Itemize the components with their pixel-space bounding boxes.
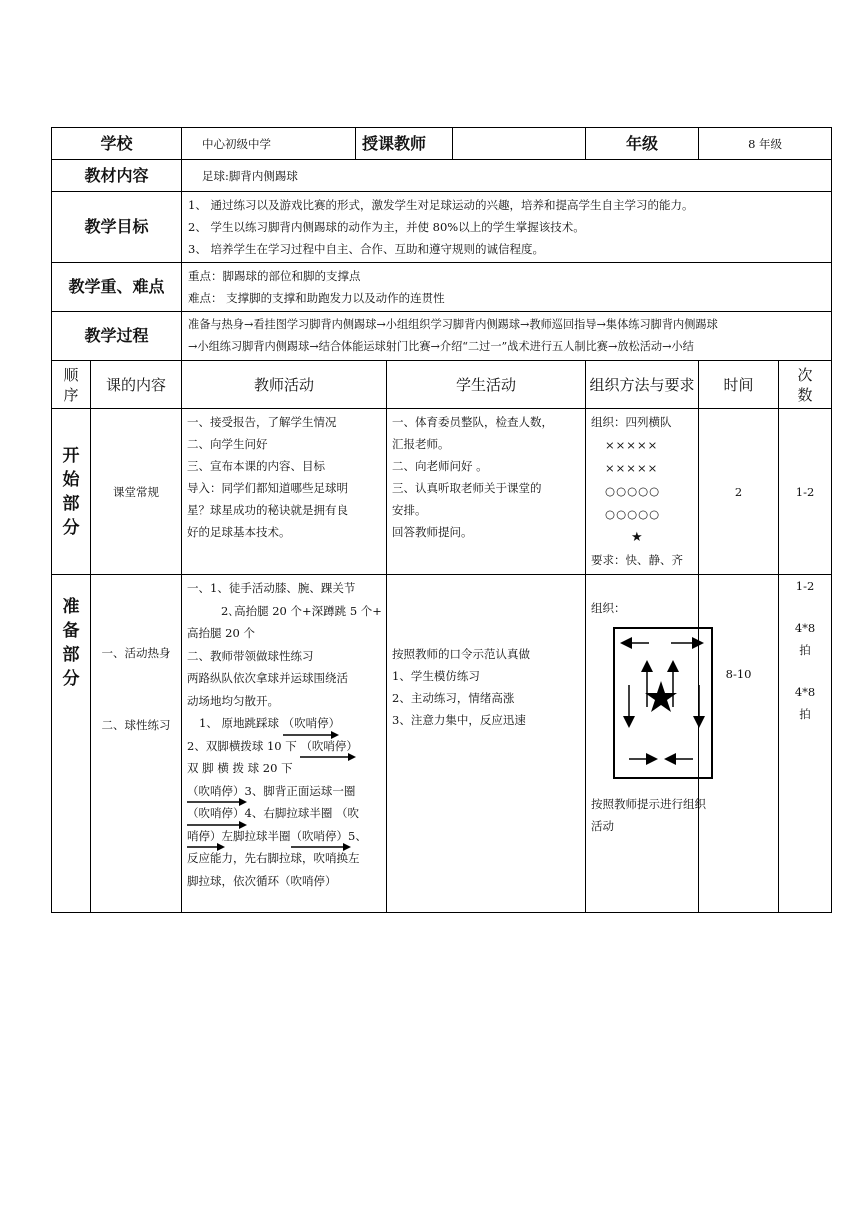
formation-row: ○○○○○ — [605, 507, 661, 521]
content-item: 一、活动热身 — [101, 646, 171, 660]
teacher-label: 授课教师 — [356, 128, 453, 160]
arrow-icon — [185, 843, 225, 851]
goal-item: 1、 通过练习以及游戏比赛的形式，激发学生对足球运动的兴趣，培养和提高学生自主学习的能力。 — [188, 198, 694, 212]
teacher-line: 一、1、徒手活动膝、腕、踝关节 — [187, 581, 356, 595]
teacher-line: 好的足球基本技术。 — [187, 525, 291, 539]
student-line: 按照教师的口令示范认真做 — [392, 647, 531, 661]
content-value: 足球:脚背内侧踢球 — [182, 160, 832, 192]
drill-text: 5、 — [348, 828, 367, 843]
grade-value: 8 年级 — [699, 128, 832, 160]
lesson-plan-table — [51, 127, 832, 913]
drill-text: 2、双脚横拨球 10 下 — [187, 738, 297, 753]
content-item: 二、球性练习 — [101, 718, 171, 732]
whistle-stop — [283, 712, 341, 735]
section-start-student — [387, 409, 586, 575]
formation-row: ○○○○○ — [605, 484, 661, 498]
section-prep-teacher — [182, 575, 387, 913]
process-row — [52, 312, 832, 361]
org-title: 组织：四列横队 — [591, 415, 672, 429]
col-count — [779, 361, 832, 409]
drill-text: 3、脚背正面运球一圈 — [244, 783, 356, 798]
col-teacher: 教师活动 — [182, 361, 387, 409]
school-value: 中心初级中学 — [182, 128, 356, 160]
org-note: 活动 — [591, 819, 615, 833]
key-points — [182, 263, 832, 312]
formation-row: ××××× — [605, 461, 659, 475]
goal-item: 3、 培养学生在学习过程中自主、合作、互助和遵守规则的诚信程度。 — [188, 242, 544, 256]
teacher-line: 高抬腿 20 个 — [187, 626, 255, 640]
teacher-line: 二、向学生问好 — [187, 437, 268, 451]
teacher-line: 三、宣布本课的内容、目标 — [187, 459, 326, 473]
school-label: 学校 — [52, 128, 182, 160]
goals-list — [182, 192, 832, 263]
student-line: 汇报老师。 — [392, 437, 450, 451]
process-line: →小组练习脚背内侧踢球→结合体能运球射门比赛→介绍“二过一”战术进行五人制比赛→放松活动→小结 — [188, 340, 694, 353]
lesson-plan — [51, 127, 831, 913]
section-start-count: 1-2 — [779, 409, 832, 575]
whistle-stop-text: （吹哨停） — [300, 738, 358, 753]
section-start-time: 2 — [699, 409, 779, 575]
teacher-line: 星？球星成功的秘诀就是拥有良 — [187, 503, 349, 517]
org-requirement: 要求：快、静、齐 — [591, 553, 684, 567]
drill-text: 1、 原地跳踩球 — [199, 716, 279, 730]
section-start-teacher — [182, 409, 387, 575]
process-line: 准备与热身→看挂图学习脚背内侧踢球→小组组织学习脚背内侧踢球→教师巡回指导→集体练习脚背内侧踢球 — [188, 318, 718, 331]
teacher-line: 导入：同学们都知道哪些足球明 — [187, 481, 349, 495]
section-prep-time: 8-10 — [699, 575, 779, 913]
section-start-label: 开始部分 — [62, 445, 80, 538]
section-prep-org — [586, 575, 707, 913]
key-points-row — [52, 263, 832, 312]
count-line: 拍 — [799, 643, 811, 657]
student-line: 三、认真听取老师关于课堂的 — [392, 481, 542, 495]
section-start-content: 课堂常规 — [91, 409, 182, 575]
col-student: 学生活动 — [387, 361, 586, 409]
section-start-name — [52, 409, 91, 575]
column-header-row — [52, 361, 832, 409]
count-line: 拍 — [799, 707, 811, 721]
count-line: 4*8 — [794, 621, 816, 635]
grade-label: 年级 — [586, 128, 699, 160]
whistle-stop — [300, 735, 358, 758]
teacher-line: 脚拉球，依次循环（吹哨停） — [187, 873, 337, 888]
section-prep-content — [91, 575, 182, 913]
org-note: 按照教师提示进行组织 — [591, 797, 707, 811]
col-org: 组织方法与要求 — [586, 361, 699, 409]
student-line: 2、主动练习，情绪高涨 — [392, 691, 515, 705]
drill-text: 4、右脚拉球半圈 （吹 — [244, 806, 359, 820]
teacher-line: 一、接受报告，了解学生情况 — [187, 415, 337, 429]
section-start-row — [52, 409, 832, 575]
goals-label: 教学目标 — [52, 192, 182, 263]
section-prep-row — [52, 575, 832, 913]
student-line: 1、学生模仿练习 — [392, 669, 480, 683]
count-line: 4*8 — [794, 685, 816, 699]
process-label: 教学过程 — [52, 312, 182, 361]
teacher-star-icon: ★ — [631, 530, 643, 545]
col-time: 时间 — [699, 361, 779, 409]
key-point: 重点：脚踢球的部位和脚的支撑点 — [188, 269, 361, 283]
whistle-stop-text: （吹哨停） — [290, 828, 349, 843]
teacher-line: 双 脚 横 拨 球 20 下 — [187, 761, 293, 775]
formation-row: ××××× — [605, 438, 659, 452]
arrow-icon — [289, 843, 351, 851]
teacher-line: 2､高抬腿 20 个+深蹲跳 5 个+ — [221, 603, 382, 618]
teacher-value — [453, 128, 586, 160]
teacher-line: 动场地均匀散开。 — [187, 693, 280, 708]
col-order — [52, 361, 91, 409]
teacher-star-icon — [645, 681, 677, 712]
whistle-stop-text: 哨停） — [187, 828, 222, 843]
teacher-line — [187, 780, 381, 803]
section-start-org — [586, 409, 699, 575]
teacher-line: 反应能力，先右脚拉球，吹哨换左 — [187, 851, 360, 865]
info-row — [52, 128, 832, 160]
section-prep-name — [52, 575, 91, 913]
section-prep-label: 准备部分 — [62, 597, 80, 689]
col-content: 课的内容 — [91, 361, 182, 409]
whistle-stop-text: （吹哨停） — [282, 716, 341, 730]
student-line: 一、体育委员整队，检查人数， — [392, 415, 554, 429]
whistle-stop — [187, 802, 245, 825]
content-row — [52, 160, 832, 192]
teacher-line — [187, 825, 381, 848]
section-prep-count — [779, 575, 832, 913]
whistle-stop — [187, 825, 222, 848]
count-line: 1-2 — [795, 579, 815, 593]
whistle-stop — [291, 825, 349, 848]
difficulty-point: 难点： 支撑脚的支撑和助跑发力以及动作的连贯性 — [188, 291, 445, 305]
drill-text: 左脚拉球半圈 — [221, 828, 291, 843]
section-prep-student — [387, 575, 586, 913]
whistle-stop — [187, 780, 245, 803]
col-order-label: 顺序 — [63, 365, 79, 404]
process-text — [182, 312, 832, 361]
key-label: 教学重、难点 — [52, 263, 182, 312]
col-count-label: 次数 — [797, 365, 813, 404]
teacher-line: 两路纵队依次拿球并运球围绕活 — [187, 671, 349, 685]
student-line: 二、向老师问好 。 — [392, 459, 488, 473]
goals-row — [52, 192, 832, 263]
teacher-line: 二、教师带领做球性练习 — [187, 648, 314, 663]
teacher-line — [187, 802, 381, 825]
teacher-line — [187, 712, 381, 735]
whistle-stop-text: （吹哨停） — [187, 806, 245, 820]
student-line: 安排。 — [392, 503, 427, 517]
student-line: 3、注意力集中，反应迅速 — [392, 713, 526, 727]
content-label: 教材内容 — [52, 160, 182, 192]
arrow-icon — [298, 753, 356, 761]
goal-item: 2、 学生以练习脚背内侧踢球的动作为主，并使 80%以上的学生掌握该技术。 — [188, 220, 585, 234]
drill-diagram-arrows — [615, 629, 711, 777]
org-title: 组织： — [591, 601, 626, 615]
drill-diagram — [613, 627, 713, 779]
student-line: 回答教师提问。 — [392, 525, 473, 539]
whistle-stop-text: （吹哨停） — [187, 783, 245, 798]
